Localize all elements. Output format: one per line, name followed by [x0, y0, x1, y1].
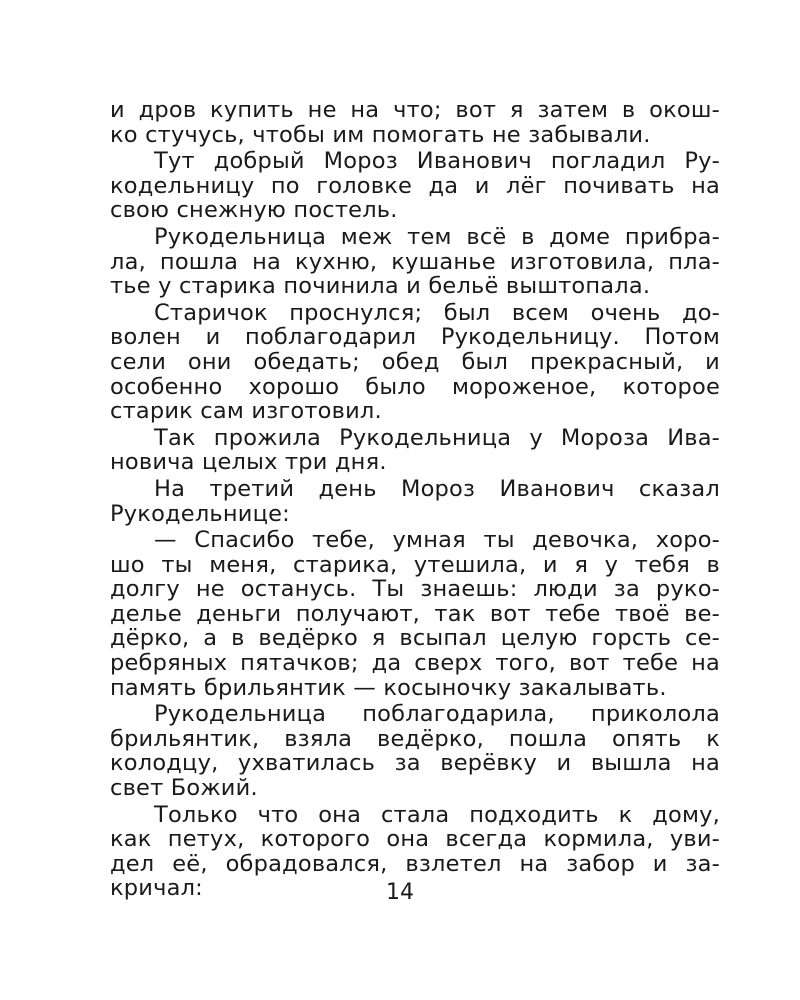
text-line: старик сам изготовил.: [110, 398, 382, 425]
text-line: На третий день Мороз Иванович сказал: [154, 475, 720, 502]
text-line: колодцу, ухватилась за верёвку и вышла на: [110, 750, 720, 777]
text-line: ребряных пятачков; да сверх того, вот тебе на: [110, 650, 720, 677]
paragraph: [110, 426, 720, 475]
text-line: дёрко, а в ведёрко я всыпал целую горсть се-: [110, 625, 720, 652]
text-line: волен и поблагодарил Рукодельницу. Потом: [110, 324, 720, 351]
text-line: делье деньги получают, так вот тебе твоё ве-: [110, 600, 720, 627]
text-line: сели они обедать; обед был прекрасный, и: [110, 348, 720, 375]
text-line: Рукодельница поблагодарила, приколола: [154, 701, 720, 728]
text-line: ко стучусь, чтобы им помогать не забывали.: [110, 121, 651, 148]
text-line: тье у старика починила и бельё выштопала.: [110, 273, 651, 300]
text-line: как петух, которого она всегда кормила, уви-: [110, 826, 720, 853]
page-number: 14: [386, 880, 414, 905]
paragraph: [110, 225, 720, 299]
paragraph: [110, 702, 720, 800]
page-body: [110, 98, 720, 901]
text-line: Рукодельница меж тем всё в доме прибра-: [154, 223, 720, 250]
paragraph: [110, 149, 720, 223]
text-line: долгу не останусь. Ты знаешь: люди за руко-: [110, 576, 720, 603]
paragraph: [110, 301, 720, 424]
paragraph: [110, 477, 720, 526]
text-line: шо ты меня, старика, утешила, и я у тебя в: [110, 551, 720, 578]
text-line: кричал:: [110, 875, 203, 902]
text-line: Только что она стала подходить к дому,: [154, 801, 720, 828]
text-line: новича целых три дня.: [110, 449, 387, 476]
text-line: особенно хорошо было мороженое, которое: [110, 373, 720, 400]
text-line: Так прожила Рукодельница у Мороза Ива-: [154, 424, 720, 451]
text-line: дел её, обрадовался, взлетел на забор и за-: [110, 850, 720, 877]
text-line: Рукодельнице:: [110, 500, 290, 527]
text-line: Тут добрый Мороз Иванович погладил Ру-: [154, 148, 720, 175]
paragraph: [110, 98, 720, 147]
text-line: ла, пошла на кухню, кушанье изготовила, пла-: [110, 248, 720, 275]
text-line: свет Божий.: [110, 775, 258, 802]
text-line: — Спасибо тебе, умная ты девочка, хоро-: [154, 527, 720, 554]
text-line: Старичок проснулся; был всем очень до-: [154, 299, 720, 326]
text-line: и дров купить не на что; вот я затем в окош-: [110, 97, 720, 123]
text-line: свою снежную постель.: [110, 197, 398, 224]
text-line: брильянтик, взяла ведёрко, пошла опять к: [110, 725, 720, 752]
paragraph: [110, 528, 720, 700]
text-line: кодельницу по головке да и лёг почивать на: [110, 172, 720, 199]
text-line: память брильянтик — косыночку закалывать.: [110, 674, 667, 701]
